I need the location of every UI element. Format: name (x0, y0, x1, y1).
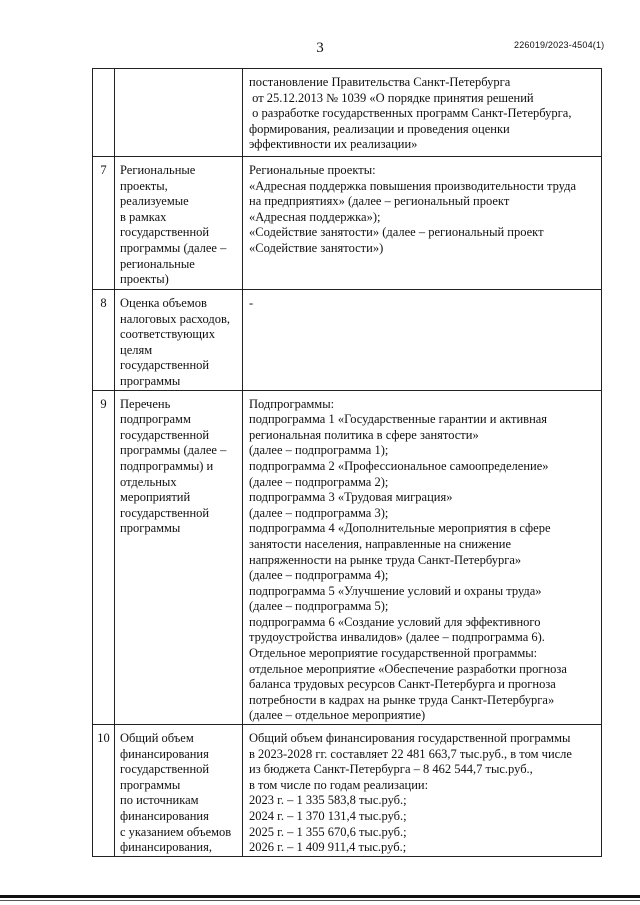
row-label (115, 157, 243, 290)
label-line: с указанием объемов (120, 824, 232, 839)
table-row (93, 157, 602, 290)
content-line: 2023 г. – 1 335 583,8 тыс.руб.; (249, 793, 407, 808)
content-line: потребности в кадрах на рынке труда Санкт-Петербурга» (249, 692, 555, 707)
label-line: Региональные (120, 163, 196, 177)
content-line: - (249, 296, 254, 310)
row-content (243, 157, 602, 290)
content-line: (далее – отдельное мероприятие) (249, 708, 426, 723)
content-line: Общий объем финансирования государственной программы (249, 731, 571, 746)
content-line: (далее – подпрограмма 1); (249, 443, 389, 458)
content-line: в том числе по годам реализации: (249, 777, 429, 792)
content-line: трудоустройства инвалидов» (далее – подпрограмма 6). (249, 630, 545, 645)
table-row (93, 290, 602, 391)
content-line: Подпрограммы: (249, 396, 335, 411)
row-number (93, 69, 115, 157)
label-line: мероприятий (120, 490, 191, 505)
content-line: подпрограмма 3 «Трудовая миграция» (249, 490, 453, 505)
content-line: «Содействие занятости») (249, 240, 384, 255)
content-line: (далее – подпрограмма 4); (249, 568, 389, 583)
page-number: 3 (316, 40, 324, 56)
bottom-rule-thick (0, 895, 640, 898)
label-line: государственной (120, 505, 210, 520)
label-line: программы (120, 373, 181, 388)
bottom-rule-thin (0, 900, 640, 901)
row-number: 9 (93, 390, 115, 724)
table-row (93, 69, 602, 157)
label-line: финансирования, (120, 840, 212, 855)
content-line: эффективности их реализации» (249, 137, 418, 152)
row-label (115, 390, 243, 724)
row-number: 7 (93, 157, 115, 290)
content-line: подпрограмма 4 «Дополнительные мероприятия в сфере (249, 521, 551, 536)
label-line: Оценка объемов (120, 296, 207, 310)
row-content (243, 290, 602, 391)
content-line: подпрограмма 1 «Государственные гарантии и активная (249, 412, 548, 427)
label-line: в рамках (120, 209, 167, 224)
label-line: государственной (120, 762, 210, 777)
label-line: подпрограмм (120, 412, 191, 427)
content-line: занятости населения, направленные на снижение (249, 536, 512, 551)
label-line: налоговых расходов, (120, 311, 231, 326)
content-line: формирования, реализации и проведения оценки (249, 121, 510, 136)
label-line: подпрограммы) и (120, 458, 214, 473)
content-line: Отдельное мероприятие государственной программы: (249, 646, 538, 661)
document-id: 226019/2023-4504(1) (514, 40, 605, 50)
content-line: из бюджета Санкт-Петербурга – 8 462 544,7 тыс.руб., (249, 762, 533, 777)
content-line: баланса трудовых ресурсов Санкт-Петербурга и прогноза (249, 677, 556, 692)
row-content (243, 69, 602, 157)
row-number: 8 (93, 290, 115, 391)
label-line: государственной (120, 358, 210, 373)
label-line: программы (далее – (120, 240, 227, 255)
label-line: целям (120, 342, 153, 357)
label-line: по источникам (120, 793, 199, 808)
content-line: «Адресная поддержка»); (249, 209, 381, 224)
content-line: региональная политика в сфере занятости» (249, 427, 479, 442)
label-line: Общий объем (120, 731, 194, 746)
content-line: подпрограмма 6 «Создание условий для эффективного (249, 614, 541, 629)
label-line: финансирования (120, 809, 209, 823)
row-content (243, 390, 602, 724)
table-row (93, 390, 602, 724)
content-line: «Содействие занятости» (далее – региональный проект (249, 225, 544, 240)
row-label (115, 69, 243, 157)
content-line: (далее – подпрограмма 2); (249, 474, 389, 489)
label-line: программы (120, 777, 181, 792)
label-line: проекты) (120, 272, 169, 287)
row-number: 10 (93, 725, 115, 857)
content-line: отдельное мероприятие «Обеспечение разработки прогноза (249, 661, 567, 676)
content-line: подпрограмма 2 «Профессиональное самоопределение» (249, 458, 549, 473)
label-line: проекты, (120, 178, 168, 193)
row-content (243, 725, 602, 857)
content-line: Региональные проекты: (249, 163, 376, 177)
content-line: напряженности на рынке труда Санкт-Петербурга» (249, 552, 522, 567)
label-line: соответствующих (120, 327, 215, 342)
label-line: Перечень (120, 396, 171, 411)
content-line: «Адресная поддержка повышения производительности труда (249, 178, 577, 193)
program-passport-table (92, 68, 602, 857)
content-line: 2026 г. – 1 409 911,4 тыс.руб.; (249, 840, 407, 855)
label-line: финансирования (120, 746, 209, 761)
content-line: на предприятиях» (далее – региональный проект (249, 194, 510, 209)
row-label (115, 290, 243, 391)
content-line: в 2023-2028 гг. составляет 22 481 663,7 тыс.руб., в том числе (249, 746, 572, 761)
label-line: государственной (120, 225, 210, 240)
label-line: региональные (120, 256, 195, 271)
table-row (93, 725, 602, 857)
content-line: постановление Правительства Санкт-Петербурга (249, 75, 511, 89)
label-line: отдельных (120, 474, 177, 489)
content-line: о разработке государственных программ Санкт-Петербурга, (249, 106, 572, 121)
content-line: подпрограмма 5 «Улучшение условий и охраны труда» (249, 583, 542, 598)
content-line: (далее – подпрограмма 3); (249, 505, 389, 520)
content-line: 2025 г. – 1 355 670,6 тыс.руб.; (249, 824, 407, 839)
label-line: программы (далее – (120, 443, 227, 458)
row-label (115, 725, 243, 857)
label-line: программы (120, 521, 181, 536)
content-line: (далее – подпрограмма 5); (249, 599, 389, 614)
label-line: государственной (120, 427, 210, 442)
content-line: от 25.12.2013 № 1039 «О порядке принятия решений (249, 90, 534, 105)
content-line: 2024 г. – 1 370 131,4 тыс.руб.; (249, 809, 407, 823)
label-line: реализуемые (120, 194, 189, 209)
